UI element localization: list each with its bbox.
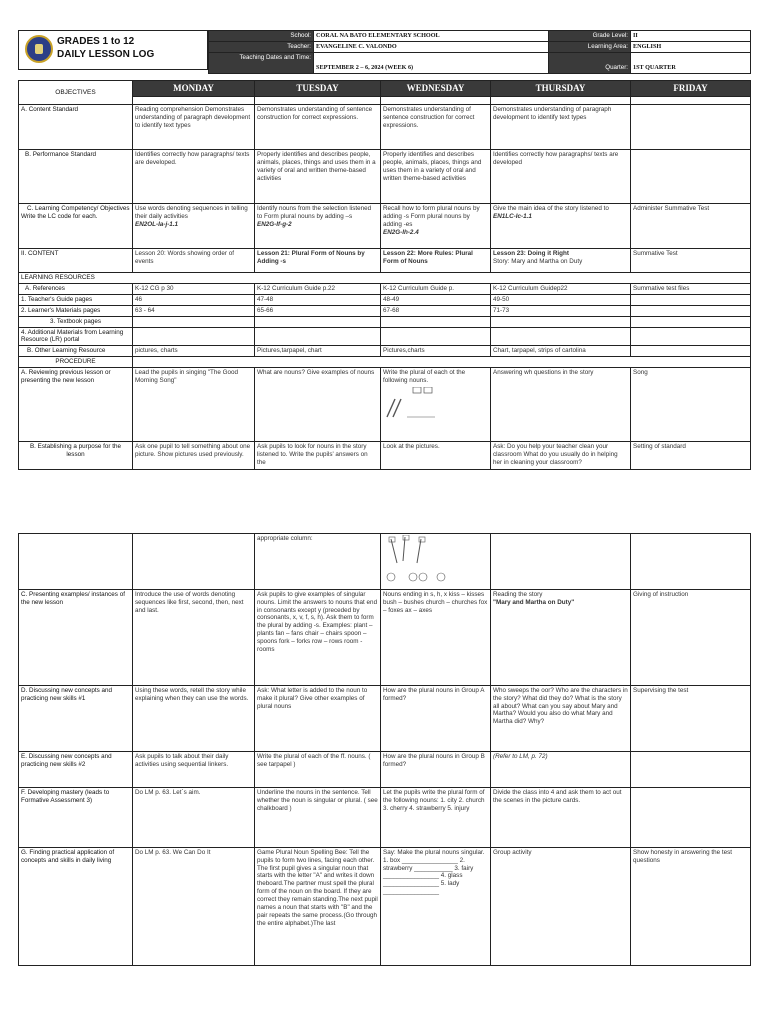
cell <box>631 294 751 305</box>
cell: Identifies correctly how paragraphs/ texts are developed. <box>133 150 255 204</box>
title-line1: GRADES 1 to 12 <box>57 36 135 47</box>
row-label: E. Discussing new concepts and practicing new skills #2 <box>19 751 133 787</box>
cell <box>491 589 631 685</box>
row-label: II. CONTENT <box>19 249 133 273</box>
cell: Administer Summative Test <box>631 204 751 249</box>
cell <box>631 346 751 357</box>
cell: Lesson 22: More Rules: Plural Form of Nouns <box>381 249 491 273</box>
cell: Ask: Do you help your teacher clean your classroom What do you usually do in helping her in cleaning your classroom? <box>491 441 631 469</box>
row-label <box>19 204 133 249</box>
cell <box>631 787 751 847</box>
cell: 65-66 <box>255 305 381 316</box>
cell: Lesson 20: Words showing order of events <box>133 249 255 273</box>
cell: Identifies correctly how paragraphs/ texts are developed <box>491 150 631 204</box>
row-label: B. Establishing a purpose for the lesson <box>19 441 133 469</box>
cell: pictures, charts <box>133 346 255 357</box>
cell: Lesson 21: Plural Form of Nouns by Adding -s <box>255 249 381 273</box>
group-pictures-icon <box>383 535 473 585</box>
area-value: ENGLISH <box>631 42 751 53</box>
cell <box>381 367 491 441</box>
row-label: A. Content Standard <box>19 105 133 150</box>
cell: Introduce the use of words denoting sequences like first, second, then, next and last. <box>133 589 255 685</box>
cell <box>491 534 631 590</box>
cell: Divide the class into 4 and ask them to act out the scenes in the picture cards. <box>491 787 631 847</box>
cell: Let the pupils write the plural form of the following nouns: 1. city 2. church 3. cherry 4. strawberry 5. injury <box>381 787 491 847</box>
cell: Chart, tarpapel, strips of cartolina <box>491 346 631 357</box>
cell: Lead the pupils in singing "The Good Morning Song" <box>133 367 255 441</box>
cell <box>631 150 751 204</box>
cell: K-12 Curriculum Guide p.22 <box>255 284 381 295</box>
day-friday: FRIDAY <box>631 81 751 97</box>
cell: Look at the pictures. <box>381 441 491 469</box>
area-label: Learning Area: <box>549 42 631 53</box>
cell: K-12 Curriculum Guidep22 <box>491 284 631 295</box>
cell <box>491 204 631 249</box>
cell: Supervising the test <box>631 685 751 751</box>
teacher-value: EVANGELINE C. VALONDO <box>314 42 549 53</box>
story-title: "Mary and Martha on Duty" <box>493 598 575 606</box>
cell: Using these words, retell the story while explaining when they can use the words. <box>133 685 255 751</box>
cell: Do LM p. 63. We Can Do It <box>133 847 255 965</box>
cell: Show honesty in answering the test questions <box>631 847 751 965</box>
cell: 48-49 <box>381 294 491 305</box>
quarter-label: Quarter: <box>549 53 631 74</box>
cell: Write the plural of each of the ff. nouns. ( see tarpapel ) <box>255 751 381 787</box>
cell: K-12 Curriculum Guide p. <box>381 284 491 295</box>
quarter-value: 1ST QUARTER <box>631 53 751 74</box>
cell: Giving of instruction <box>631 589 751 685</box>
cell <box>133 534 255 590</box>
dates-label: Teaching Dates and Time: <box>209 53 314 74</box>
cell: Summative Test <box>631 249 751 273</box>
competency-text: Identify nouns from the selection listened to Form plural nouns by adding –s <box>257 205 372 221</box>
cell: K-12 CG p 30 <box>133 284 255 295</box>
noun-pictures-icon <box>383 387 443 419</box>
cell: Pictures,charts <box>381 346 491 357</box>
lesson-table-page1 <box>18 80 751 470</box>
school-label: School: <box>209 31 314 42</box>
cell: Setting of standard <box>631 441 751 469</box>
cell: Properly identifies and describes people, animals, places, things and uses them in a variety of oral and written theme-based activities <box>255 150 381 204</box>
cell <box>631 534 751 590</box>
lc-code-note: Write the LC code for each. <box>21 213 98 221</box>
school-value: CORAL NA BATO ELEMENTARY SCHOOL <box>314 31 549 42</box>
cell: Ask one pupil to tell something about one picture. Show pictures used previously. <box>133 441 255 469</box>
lesson-table-page2 <box>18 533 751 966</box>
cell: What are nouns? Give examples of nouns <box>255 367 381 441</box>
section-learning-resources: LEARNING RESOURCES <box>19 273 751 284</box>
lc-code: EN2OL-Ia-j-1.1 <box>135 220 179 228</box>
cell: Nouns ending in s, h, x kiss – kisses bush – bushes church – churches fox – foxes ax – axes <box>381 589 491 685</box>
cell: Ask pupils to talk about their daily activities using sequential linkers. <box>133 751 255 787</box>
cell: 63 - 64 <box>133 305 255 316</box>
cell <box>631 105 751 150</box>
cell <box>631 305 751 316</box>
dates-value: SEPTEMBER 2 – 6, 2024 (WEEK 6) <box>314 53 549 74</box>
row-label: G. Finding practical application of concepts and skills in daily living <box>19 847 133 965</box>
cell: (Refer to LM, p. 72) <box>491 751 631 787</box>
row-label: A. Reviewing previous lesson or presenting the new lesson <box>19 367 133 441</box>
header-logo-box <box>18 30 208 70</box>
title-line2: DAILY LESSON LOG <box>57 49 155 60</box>
grade-value: II <box>631 31 751 42</box>
day-tuesday: TUESDAY <box>255 81 381 97</box>
teacher-label: Teacher: <box>209 42 314 53</box>
row-label: 2. Learner's Materials pages <box>19 305 133 316</box>
cell: Ask: What letter is added to the noun to make it plural? Give other examples of plural nouns <box>255 685 381 751</box>
cell: 47-48 <box>255 294 381 305</box>
cell: How are the plural nouns in Group A formed? <box>381 685 491 751</box>
cell: Summative test files <box>631 284 751 295</box>
cell <box>631 751 751 787</box>
cell: Say: Make the plural nouns singular. 1. box ________________ 2. strawberry ___________ 3. fairy ________________ 4. glass ________________ 5. lady ________________ <box>381 847 491 965</box>
day-monday: MONDAY <box>133 81 255 97</box>
row-label: B. Other Learning Resource <box>19 346 133 357</box>
lc-code: EN2G-Ih-2.4 <box>383 228 419 236</box>
row-label: 3. Textbook pages <box>19 316 133 327</box>
story-title: Story: Mary and Martha on Duty <box>493 258 583 266</box>
competency-text: Use words denoting sequences in telling their daily activities <box>135 205 248 221</box>
cell <box>133 204 255 249</box>
cell: Demonstrates understanding of sentence construction for correct expressions. <box>381 105 491 150</box>
cell: 49-50 <box>491 294 631 305</box>
day-wednesday: WEDNESDAY <box>381 81 491 97</box>
cell: appropriate column: <box>255 534 381 590</box>
competency-text: Recall how to form plural nouns by adding -s Form plural nouns by adding -es <box>383 205 480 228</box>
row-label: F. Developing mastery (leads to Formative Assessment 3) <box>19 787 133 847</box>
cell: Answering wh questions in the story <box>491 367 631 441</box>
reading-text: Reading the story <box>493 590 543 598</box>
row-label: D. Discussing new concepts and practicing new skills #1 <box>19 685 133 751</box>
competency-label: C. Learning Competency/ Objectives <box>27 205 130 213</box>
cell: Group activity <box>491 847 631 965</box>
cell: Song <box>631 367 751 441</box>
cell: Ask pupils to look for nouns in the story listened to. Write the pupils' answers on the <box>255 441 381 469</box>
cell: Demonstrates understanding of sentence construction for correct expressions. <box>255 105 381 150</box>
cell <box>491 249 631 273</box>
cell: 67-68 <box>381 305 491 316</box>
lesson-title: Lesson 23: Doing it Right <box>493 250 569 258</box>
section-procedure: PROCEDURE <box>19 357 133 368</box>
cell: Ask pupils to give examples of singular nouns. Limit the answers to nouns that end in consonants except y (preceded by consonants, x, v, f, s, h). Ask them to form the plural by adding -s. Examples: plant – plants fan – fans chair – chairs spoon – spoons fork – forks row – rows room - rooms <box>255 589 381 685</box>
header-info-table <box>208 30 751 74</box>
cell <box>255 204 381 249</box>
cell: Demonstrates understanding of paragraph development to identify text types <box>491 105 631 150</box>
row-label: 1. Teacher's Guide pages <box>19 294 133 305</box>
review-instruction: Write the plural of each ot the following nouns. <box>383 368 466 384</box>
cell: Pictures,tarpapel, chart <box>255 346 381 357</box>
row-label: A. References <box>19 284 133 295</box>
row-label: 4. Additional Materials from Learning Resource (LR) portal <box>19 327 133 346</box>
lc-code: EN2G-If-g-2 <box>257 220 292 228</box>
row-label: B. Performance Standard <box>19 150 133 204</box>
day-thursday: THURSDAY <box>491 81 631 97</box>
objectives-heading: OBJECTIVES <box>19 81 133 105</box>
cell: Properly identifies and describes people, animals, places, things and uses them in a variety of oral and written theme-based activities <box>381 150 491 204</box>
deped-seal-icon <box>25 35 53 63</box>
grade-label: Grade Level: <box>549 31 631 42</box>
cell: 46 <box>133 294 255 305</box>
cell <box>381 204 491 249</box>
lc-code: EN1LC-Ic-1.1 <box>493 213 532 221</box>
cell: Game Plural Noun Spelling Bee: Tell the pupils to form two lines, facing each other. The first pupil gives a singular noun that starts with the letter "A" and writes it down theboard.The partner must spell the plural form of the noun on the board. If they are correct they remain standing.The next pupil names a noun that starts with "B" and the pair repeats the same process.(Go through the entire alphabet.)The last <box>255 847 381 965</box>
row-label: C. Presenting examples/ instances of the new lesson <box>19 589 133 685</box>
cell: Who sweeps the oor? Who are the characters in the story? What did they do? What is the story all about? What can you say about Mary and Martha? Would you also do what Mary and Martha did? Why? <box>491 685 631 751</box>
cell <box>381 534 491 590</box>
competency-text: Give the main idea of the story listened to <box>493 205 609 213</box>
cell: Underline the nouns in the sentence. Tell whether the noun is singular or plural. ( see chalkboard ) <box>255 787 381 847</box>
cell: Do LM p. 63. Let`s aim. <box>133 787 255 847</box>
cell: Reading comprehension Demonstrates understanding of paragraph development to identify text types <box>133 105 255 150</box>
cell: How are the plural nouns in Group B formed? <box>381 751 491 787</box>
cell: 71-73 <box>491 305 631 316</box>
